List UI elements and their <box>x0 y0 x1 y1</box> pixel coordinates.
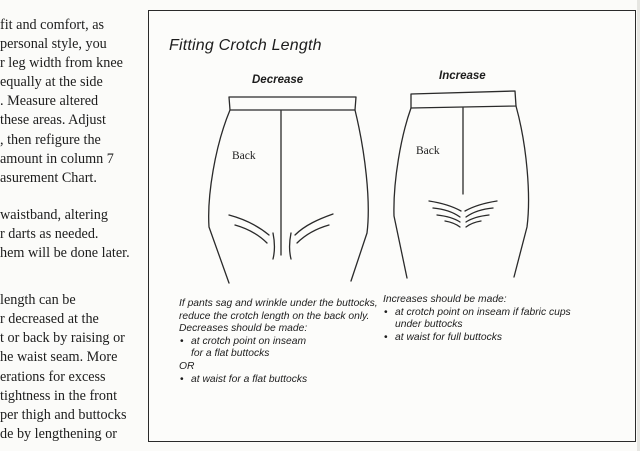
body-line: he waist seam. More <box>0 349 118 366</box>
body-line: r decreased at the <box>0 311 99 328</box>
decrease-caption <box>179 298 389 386</box>
decrease-bullet-2: • at waist for a flat buttocks <box>179 374 389 387</box>
body-line: asurement Chart. <box>0 169 97 186</box>
decrease-pants-illustration <box>209 97 369 283</box>
body-line: r leg width from knee <box>0 55 123 72</box>
body-line: . Measure altered <box>0 93 99 110</box>
body-line: erations for excess <box>0 368 106 385</box>
body-line: hem will be done later. <box>0 245 130 262</box>
body-line: waistband, altering <box>0 206 108 223</box>
increase-label: Increase <box>439 70 486 82</box>
body-line: these areas. Adjust <box>0 112 106 129</box>
decrease-or: OR <box>179 360 195 372</box>
fitting-crotch-length-sidebar <box>148 10 636 442</box>
body-line: per thigh and buttocks <box>0 406 127 423</box>
increase-caption-list <box>383 307 593 345</box>
body-line: amount in column 7 <box>0 150 114 167</box>
decrease-bullet-1: • at crotch point on inseam <box>179 336 389 349</box>
decrease-label: Decrease <box>252 74 304 86</box>
increase-caption <box>383 294 593 344</box>
body-line: length can be <box>0 292 76 309</box>
increase-bullet-1: • at crotch point on inseam if fabric cups under buttocks <box>383 307 593 332</box>
decrease-bullet-1-cont: for a flat buttocks <box>191 348 270 360</box>
body-text-column <box>0 16 138 444</box>
decrease-caption-list <box>179 336 389 349</box>
body-line: tightness in the front <box>0 387 118 404</box>
decrease-caption-intro: If pants sag and wrinkle under the buttocks, reduce the crotch length on the back only. Decreases should be made: <box>179 298 378 335</box>
body-line: , then refigure the <box>0 131 101 148</box>
increase-pants-illustration <box>394 91 529 278</box>
decrease-back-label: Back <box>232 150 256 162</box>
body-line: fit and comfort, as <box>0 17 105 33</box>
body-line: de by lengthening or <box>0 425 118 442</box>
increase-bullet-2: • at waist for full buttocks <box>383 332 593 345</box>
body-line: t or back by raising or <box>0 330 125 347</box>
sidebar-title: Fitting Crotch Length <box>169 37 322 54</box>
increase-caption-intro: Increases should be made: <box>383 294 507 305</box>
body-line: r darts as needed. <box>0 225 99 242</box>
decrease-caption-list-2 <box>179 374 389 387</box>
body-line: equally at the side <box>0 74 103 91</box>
increase-back-label: Back <box>416 145 440 157</box>
body-line: personal style, you <box>0 36 107 53</box>
